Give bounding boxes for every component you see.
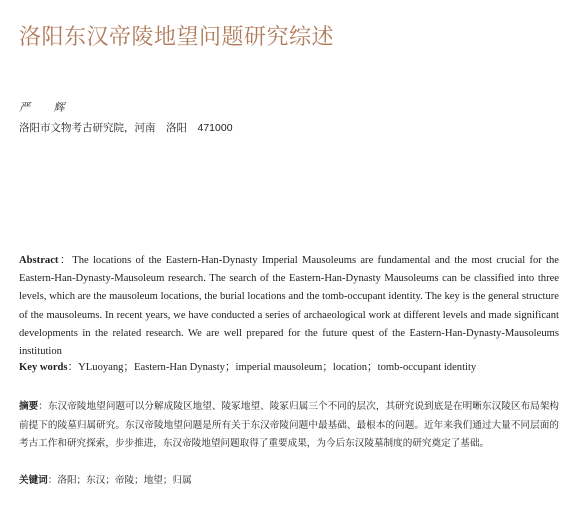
abstract-zh-label: 摘要 (19, 401, 39, 412)
keywords-zh (19, 472, 559, 490)
author-affiliation: 洛阳市文物考古研究院，河南 洛阳 471000 (19, 122, 233, 134)
abstract-en-label: Abstract (19, 255, 59, 266)
author-name: 严 辉 (19, 101, 75, 114)
keywords-zh-separator: ： (47, 475, 58, 486)
keywords-zh-label: 关键词 (19, 475, 48, 486)
abstract-en (19, 252, 559, 361)
abstract-zh-separator: ： (38, 401, 48, 412)
abstract-zh (19, 398, 559, 454)
keywords-en-label: Key words (19, 362, 68, 373)
keywords-zh-text: 洛阳；东汉；帝陵；地望；归属 (57, 475, 192, 486)
abstract-zh-text: 东汉帝陵地望问题可以分解成陵区地望、陵冢地望、陵冢归属三个不同的层次，其研究说到底是在明晰东汉陵区布局架构前提下的陵墓归属研究。东汉帝陵地望问题是所有关于东汉帝陵问题中最基础、最根本的问题。近年来我们通过大量不同层面的考古工作和研究探索，步步推进，东汉帝陵地望问题取得了重要成果，为今后东汉陵墓制度的研究奠定了基础。 (19, 401, 560, 449)
keywords-en-text: YLuoyang；Eastern-Han Dynasty；imperial mausoleum；location；tomb-occupant identity (78, 362, 477, 373)
keywords-en (19, 359, 559, 377)
abstract-en-text: The locations of the Eastern-Han-Dynasty Imperial Mausoleums are fundamental and the most crucial for the Eastern-Han-Dynasty-Mausoleum research. The search of the Eastern-Han-Dynasty Mausoleums can be classified into three levels, which are the mausoleum locations, the burial locations and the tomb-occupant identity. The key is the general structure of the mausoleums. In recent years, we have conducted a series of archaeological work at different levels and made significant developments in the related research. We are well prepared for the future quest of the Eastern-Han-Dynasty-Mausoleums institution (19, 255, 560, 358)
keywords-en-separator: ： (67, 362, 79, 373)
abstract-en-separator: ： (58, 255, 73, 266)
paper-title: 洛阳东汉帝陵地望问题研究综述 (19, 25, 335, 50)
